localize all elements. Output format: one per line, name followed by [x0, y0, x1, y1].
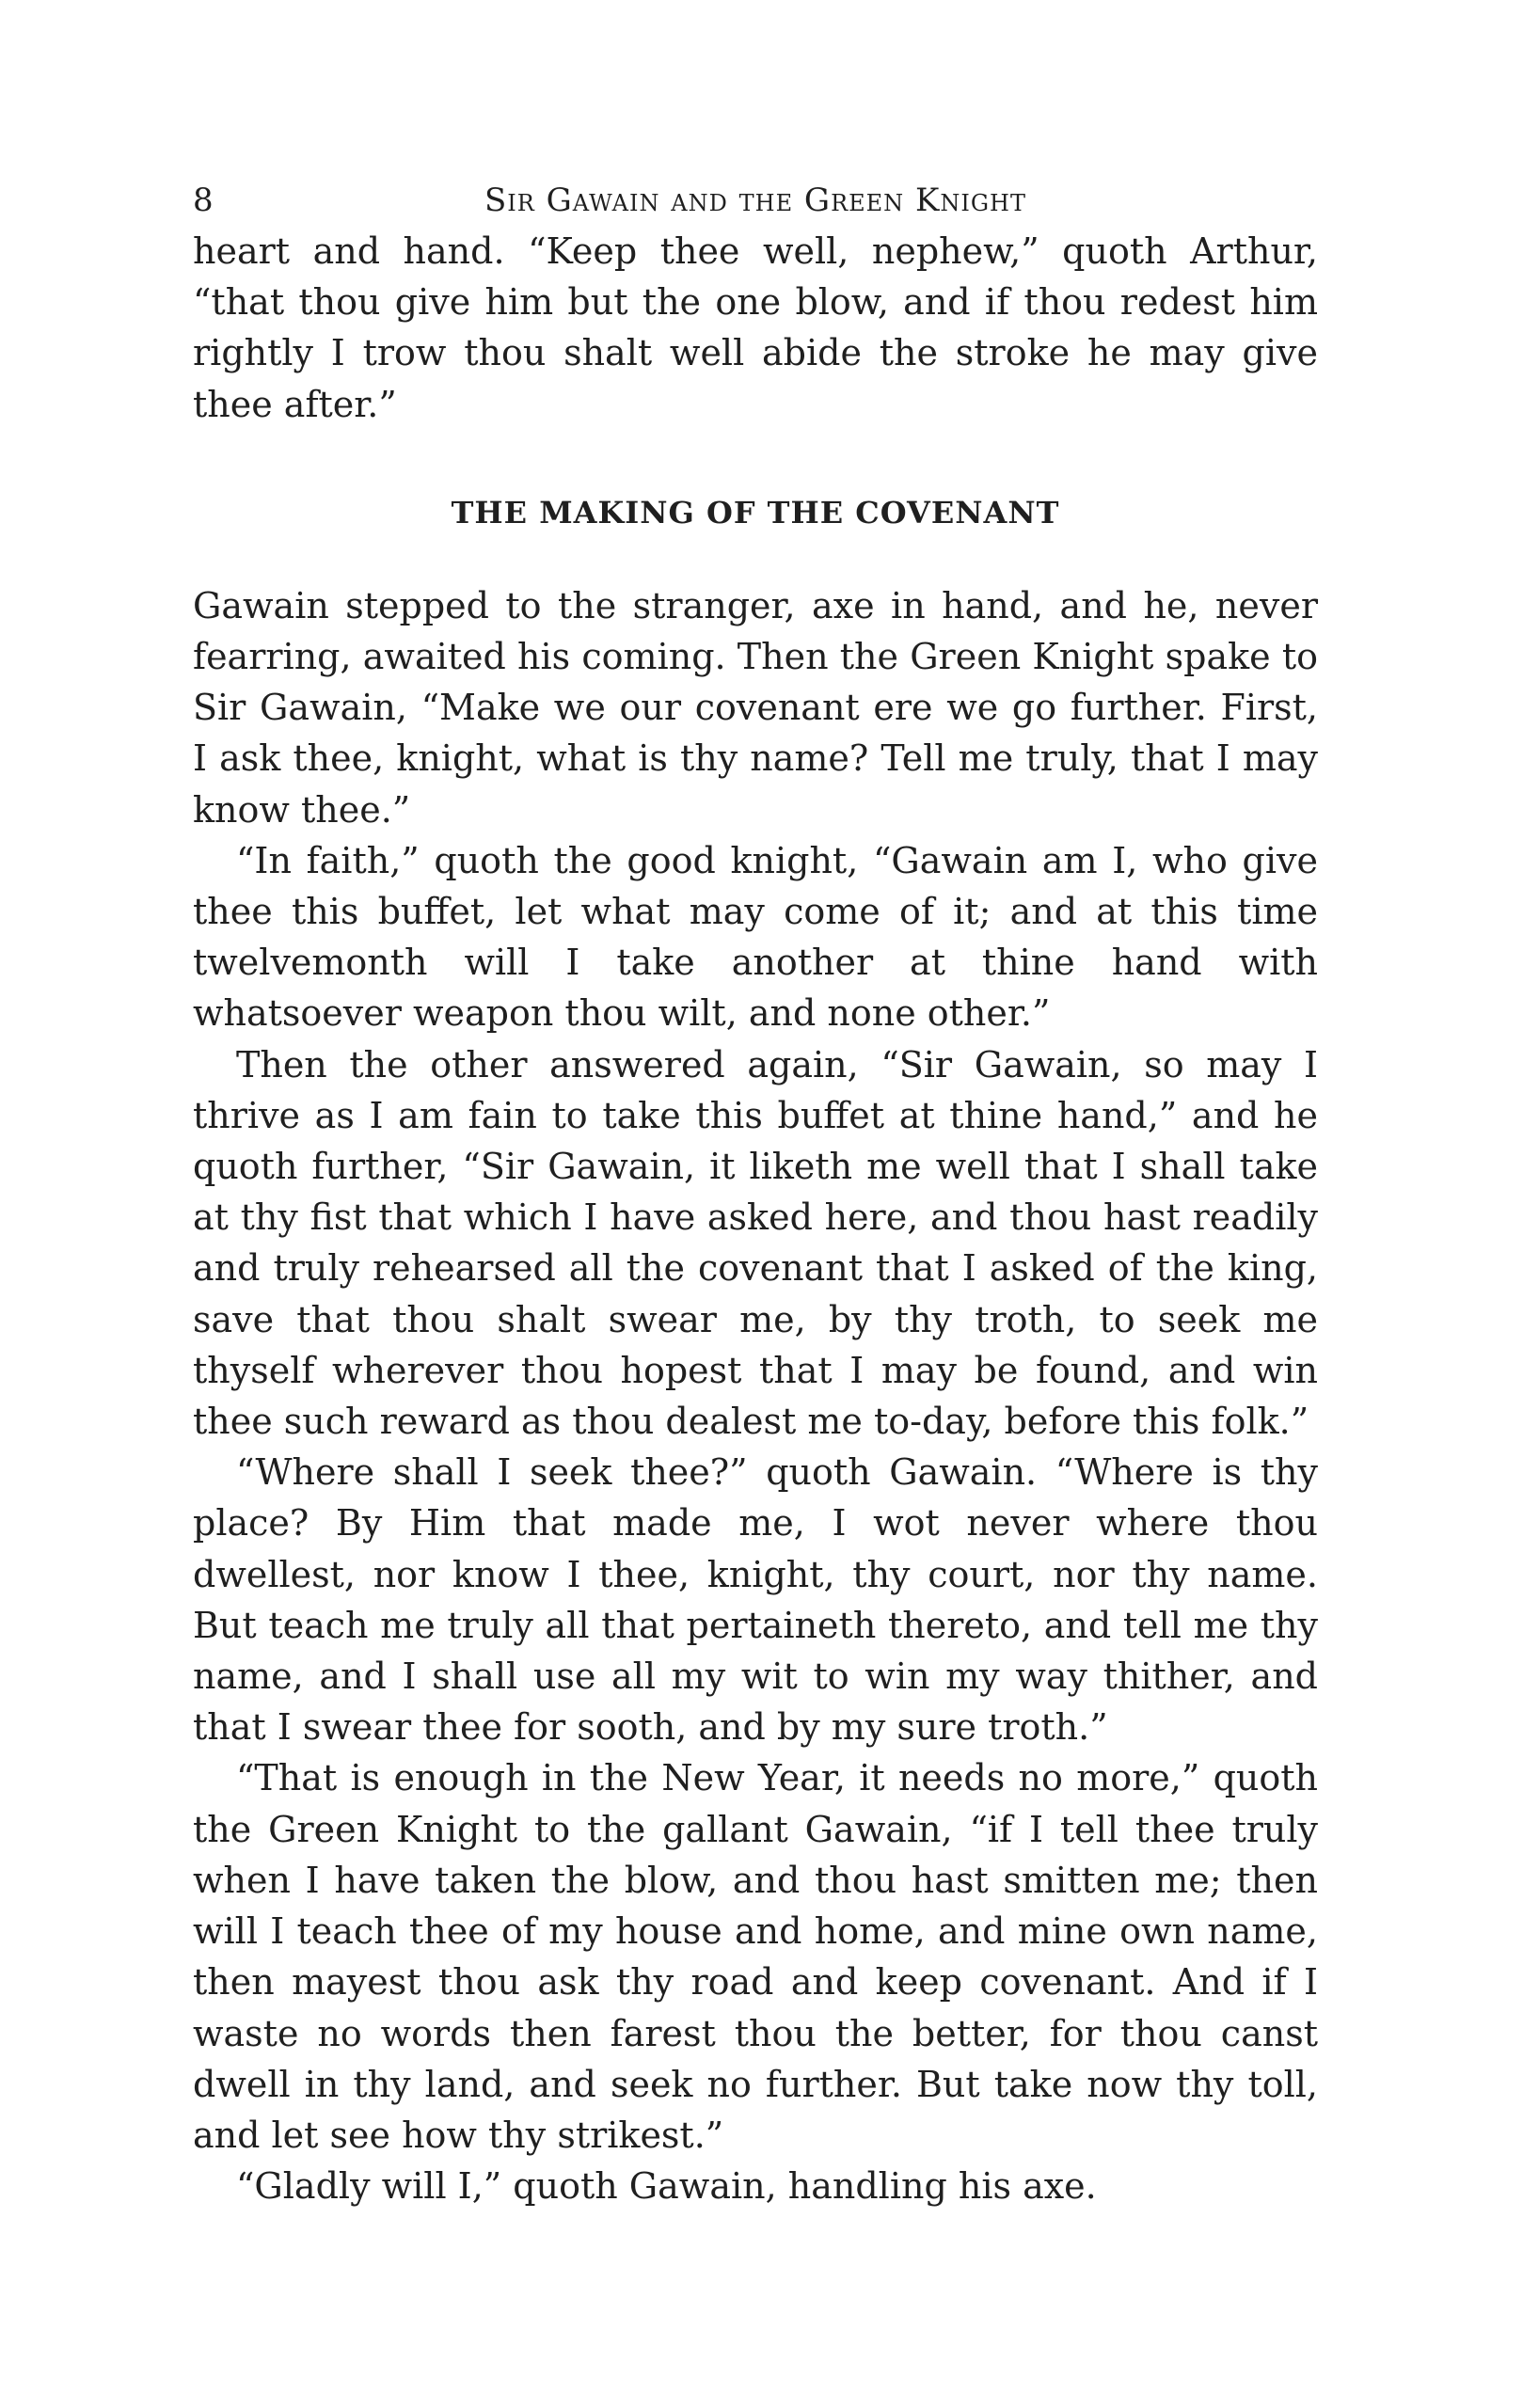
- paragraph: Gawain stepped to the stranger, axe in hand, and he, never fearring, awaited his coming. Then the Green Knight spake to Sir Gawain, “Make we our covenant ere we go further. First, I ask thee, knight, what is thy name? Tell me truly, that I may know thee.”: [193, 584, 1318, 831]
- text-block: [193, 226, 1318, 2211]
- page-number: 8: [193, 182, 214, 219]
- section-heading: THE MAKING OF THE COVENANT: [451, 494, 1060, 531]
- paragraph: “That is enough in the New Year, it needs no more,” quoth the Green Knight to the gallant Gawain, “if I tell thee truly when I have taken the blow, and thou hast smitten me; then will I teach thee of my house and home, and mine own name, then mayest thou ask thy road and keep covenant. And if I waste no words then farest thou the better, for thou canst dwell in thy land, and seek no further. But take now thy toll, and let see how thy strikest.”: [193, 1757, 1318, 2156]
- book-title: Sir Gawain and the Green Knight: [484, 182, 1026, 219]
- paragraph: “Gladly will I,” quoth Gawain, handling his axe.: [236, 2165, 1097, 2208]
- paragraph-continued: heart and hand. “Keep thee well, nephew,” quoth Arthur, “that thou give him but the one blow, and if thou redest him rightly I trow thou shalt well abide the stroke he may give thee after.”: [193, 230, 1318, 425]
- running-head: [193, 177, 1318, 224]
- paragraph: Then the other answered again, “Sir Gawain, so may I thrive as I am fain to take this buffet at thine hand,” and he quoth further, “Sir Gawain, it liketh me well that I shall take at thy fist that which I have asked here, and thou hast readily and truly rehearsed all the covenant that I asked of the king, save that thou shalt swear me, by thy troth, to seek me thyself wherever thou hopest that I may be found, and win thee such reward as thou dealest me to-day, before this folk.”: [193, 1043, 1318, 1443]
- paragraph: “In faith,” quoth the good knight, “Gawain am I, who give thee this buffet, let what may come of it; and at this time twelvemonth will I take another at thine hand with whatsoever weapon thou wilt, and none other.”: [193, 839, 1318, 1035]
- paragraph: “Where shall I seek thee?” quoth Gawain. “Where is thy place? By Him that made me, I wot never where thou dwellest, nor know I thee, knight, thy court, nor thy name. But teach me truly all that pertaineth thereto, and tell me thy name, and I shall use all my wit to win my way thither, and that I swear thee for sooth, and by my sure troth.”: [193, 1451, 1318, 1749]
